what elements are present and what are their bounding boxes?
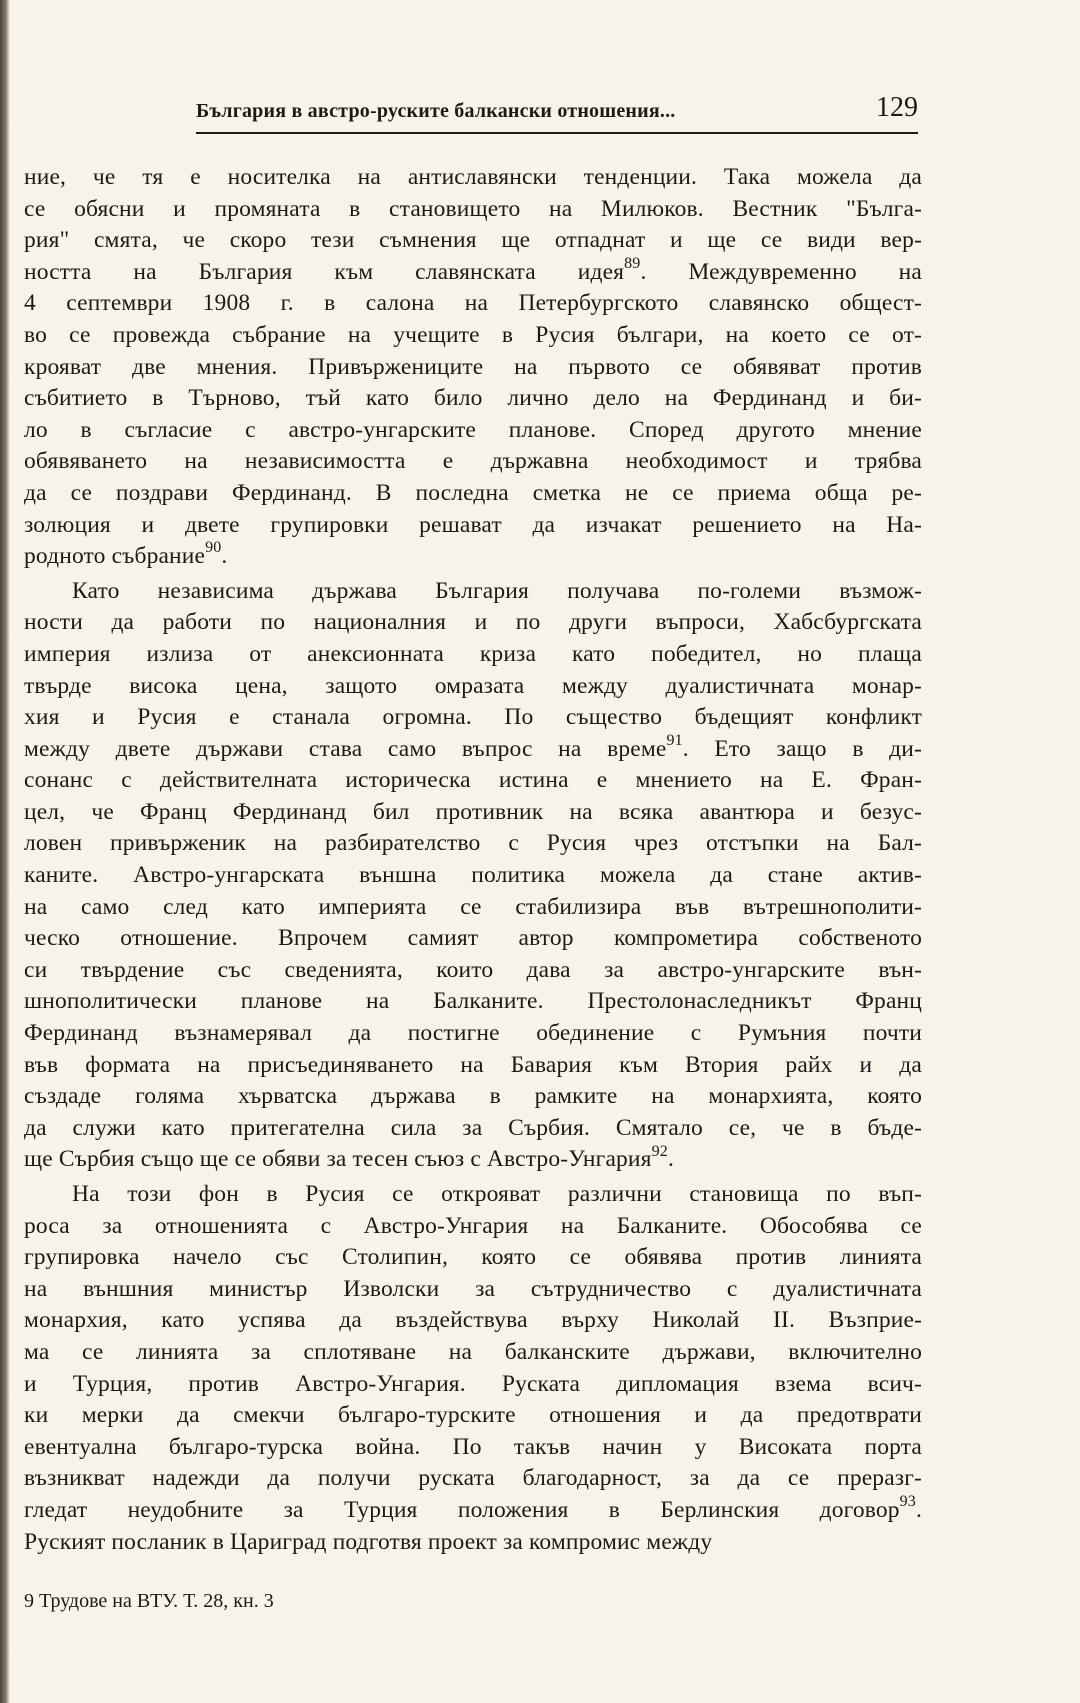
text-line: създаде голяма хърватска държава в рамките на монархията, която <box>24 1083 922 1110</box>
text-line: във формата на присъединяването на Бавария към Втория райх и да <box>24 1051 922 1078</box>
text-line: роса за отношенията с Австро-Унгария на Балканите. Обособява се <box>24 1212 922 1239</box>
text-line: ние, че тя е носителка на антиславянски тенденции. Така можела да <box>24 164 922 190</box>
text-line: каните. Австро-унгарската външна политика можела да стане актив- <box>24 862 922 889</box>
text-line: групировка начело със Столипин, която се обявява против линията <box>24 1244 922 1271</box>
text-line: цел, че Франц Фердинанд бил противник на всяка авантюра и безус- <box>24 798 922 825</box>
page-number: 129 <box>876 92 918 123</box>
footnote-marker: 91 <box>666 731 683 749</box>
printer-signature: 9 Трудове на ВТУ. Т. 28, кн. 3 <box>24 1590 274 1612</box>
text-run: родното събрание <box>24 543 206 570</box>
text-line: ма се линията за сплотяване на балканските държави, включително <box>24 1338 922 1365</box>
text-line <box>24 1144 922 1176</box>
running-head: България в австро-руските балкански отношения... <box>196 100 676 122</box>
text-run: . <box>221 543 228 570</box>
text-line: и Турция, против Австро-Унгария. Руската дипломация взема всич- <box>24 1370 922 1397</box>
body-text <box>24 162 922 1561</box>
text-line: ловен привърженик на разбирателство с Русия чрез отстъпки на Бал- <box>24 830 922 857</box>
text-run: ще Сърбия също ще се обяви за тесен съюз с Австро-Унгария <box>24 1146 652 1173</box>
text-line: на само след като империята се стабилизира във вътрешнополити- <box>24 893 922 920</box>
text-line: евентуална българо-турска война. По такъв начин у Високата порта <box>24 1433 922 1460</box>
footnote-marker: 89 <box>624 254 641 272</box>
text-run: . Междувременно на <box>640 258 922 285</box>
text-line <box>24 731 922 766</box>
footnote-marker: 92 <box>651 1142 668 1160</box>
text-line: ческо отношение. Впрочем самият автор компрометира собственото <box>24 925 922 952</box>
text-line: ки мерки да смекчи българо-турските отношения и да предотврати <box>24 1402 922 1429</box>
text-line: шнополитически планове на Балканите. Престолонаследникът Франц <box>24 988 922 1015</box>
text-line: да служи като притегателна сила за Сърбия. Смятало се, че в бъде- <box>24 1114 922 1141</box>
text-line: Като независима държава България получава по-големи възмож- <box>72 577 922 604</box>
paragraph <box>24 162 922 573</box>
text-line: събитието в Търново, тъй като било лично дело на Фердинанд и би- <box>24 385 922 412</box>
paragraph <box>24 1179 922 1558</box>
text-run: ността на България към славянската идея <box>24 258 625 285</box>
text-line: золюция и двете групировки решават да изчакат решението на На- <box>24 511 922 538</box>
text-line: се обясни и промяната в становището на Милюков. Вестник "Бълга- <box>24 195 922 222</box>
footnote-marker: 90 <box>205 539 222 557</box>
page-header <box>196 92 918 134</box>
text-line: хия и Русия е станала огромна. По същество бъдещият конфликт <box>24 704 922 731</box>
text-line: ности да работи по националния и по други въпроси, Хабсбургската <box>24 609 922 636</box>
text-line: На този фон в Русия се открояват различни становища по въп- <box>72 1181 922 1207</box>
text-line: империя излиза от анексионната криза като победител, но плаща <box>24 640 922 667</box>
text-line: монархия, като успява да въздействува върху Николай II. Възприе- <box>24 1307 922 1334</box>
text-line: да се поздрави Фердинанд. В последна сметка не се приема обща ре- <box>24 479 922 506</box>
text-line: рия" смята, че скоро тези съмнения ще отпаднат и ще се види вер- <box>24 227 922 254</box>
text-line: твърде висока цена, защото омразата между дуалистичната монар- <box>24 672 922 699</box>
footnote-marker: 93 <box>899 1493 916 1511</box>
text-line: сонанс с действителната историческа истина е мнението на Е. Фран- <box>24 767 922 794</box>
text-line: 4 септември 1908 г. в салона на Петербургското славянско общест- <box>24 290 922 317</box>
text-line: во се провежда събрание на учещите в Русия българи, на което се от- <box>24 321 922 348</box>
text-run: между двете държави става само въпрос на време <box>24 735 667 762</box>
text-line: Фердинанд възнамерявал да постигне обединение с Румъния почти <box>24 1020 922 1047</box>
text-line: ло в съгласие с австро-унгарските планове. Според другото мнение <box>24 416 922 443</box>
text-run: . <box>667 1146 674 1173</box>
text-run: . <box>915 1496 922 1523</box>
text-line <box>24 254 922 289</box>
text-line: си твърдение със сведенията, които дава за австро-унгарските вън- <box>24 956 922 983</box>
text-run: гледат неудобните за Турция положения в Берлинския договор <box>24 1496 900 1523</box>
paragraph <box>24 576 922 1176</box>
text-line: на външния министър Изволски за сътрудничество с дуалистичната <box>24 1275 922 1302</box>
text-run: . Ето защо в ди- <box>682 735 922 762</box>
text-line: обявяването на независимостта е държавна необходимост и трябва <box>24 448 922 475</box>
book-binding-edge <box>0 0 10 1703</box>
text-line <box>24 1495 922 1527</box>
text-line: крояват две мнения. Привържениците на първото се обявяват против <box>24 353 922 380</box>
text-line: възникват надежди да получи руската благодарност, за да се преразг- <box>24 1465 922 1492</box>
text-line: Руският посланик в Цариград подготвя проект за компромис между <box>24 1528 713 1555</box>
text-line <box>24 541 922 573</box>
